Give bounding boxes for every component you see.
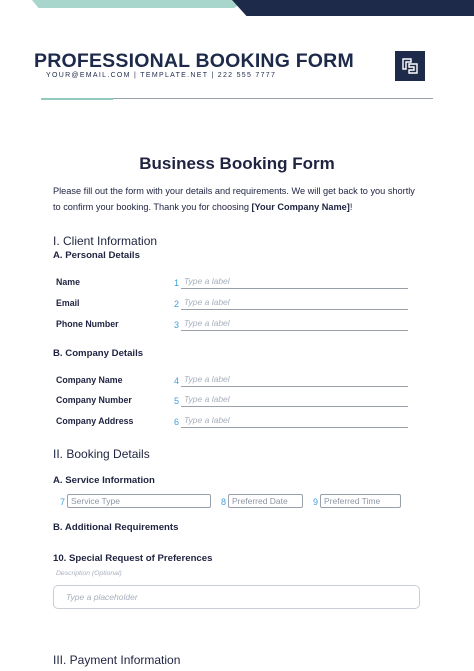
label-company-address: Company Address xyxy=(56,416,134,426)
service-type-input[interactable]: Service Type xyxy=(67,494,211,508)
divider xyxy=(113,98,433,99)
label-phone-number: Phone Number xyxy=(56,319,119,329)
intro-paragraph: Please fill out the form with your details and requirements. We will get back to you shortly to confirm your booking. Thank you for choosing [Your Company Name]! xyxy=(53,186,415,212)
special-request-heading: 10. Special Request of Preferences xyxy=(53,553,213,564)
field-number: 1 xyxy=(174,278,180,288)
company-name-input[interactable]: Type a label xyxy=(181,374,408,387)
logo xyxy=(395,51,425,81)
field-number: 4 xyxy=(174,376,180,386)
subsection-personal-details: A. Personal Details xyxy=(53,250,140,261)
name-input[interactable]: Type a label xyxy=(181,276,408,289)
field-number: 8 xyxy=(221,497,227,507)
company-address-input[interactable]: Type a label xyxy=(181,415,408,428)
preferred-time-input[interactable]: Preferred Time xyxy=(320,494,401,508)
email-input[interactable]: Type a label xyxy=(181,297,408,310)
section-booking-details: II. Booking Details xyxy=(53,447,150,461)
subsection-service-information: A. Service Information xyxy=(53,475,155,486)
label-company-name: Company Name xyxy=(56,375,123,385)
field-number: 6 xyxy=(174,417,180,427)
logo-icon xyxy=(401,57,419,75)
header-decoration-teal xyxy=(32,0,247,8)
phone-number-input[interactable]: Type a label xyxy=(181,318,408,331)
subsection-company-details: B. Company Details xyxy=(53,348,144,359)
subsection-additional-requirements: B. Additional Requirements xyxy=(53,522,179,533)
field-number: 7 xyxy=(60,497,66,507)
field-number: 5 xyxy=(174,396,180,406)
field-number: 2 xyxy=(174,299,180,309)
preferred-date-input[interactable]: Preferred Date xyxy=(228,494,303,508)
section-payment-information: III. Payment Information xyxy=(53,653,181,667)
field-number: 9 xyxy=(313,497,319,507)
description-label: Description (Optional) xyxy=(56,570,122,577)
label-name: Name xyxy=(56,277,80,287)
special-request-textarea[interactable]: Type a placeholder xyxy=(53,585,420,609)
label-company-number: Company Number xyxy=(56,395,132,405)
section-client-information: I. Client Information xyxy=(53,234,158,248)
field-number: 3 xyxy=(174,320,180,330)
brand-contact: YOUR@EMAIL.COM | TEMPLATE.NET | 222 555 7777 xyxy=(46,72,277,79)
divider-accent xyxy=(41,98,113,100)
header-decoration-navy xyxy=(232,0,474,16)
form-title: Business Booking Form xyxy=(139,154,335,173)
company-name-placeholder: [Your Company Name] xyxy=(251,202,350,212)
label-email: Email xyxy=(56,298,80,308)
brand-title: PROFESSIONAL BOOKING FORM xyxy=(34,50,354,72)
company-number-input[interactable]: Type a label xyxy=(181,394,408,407)
